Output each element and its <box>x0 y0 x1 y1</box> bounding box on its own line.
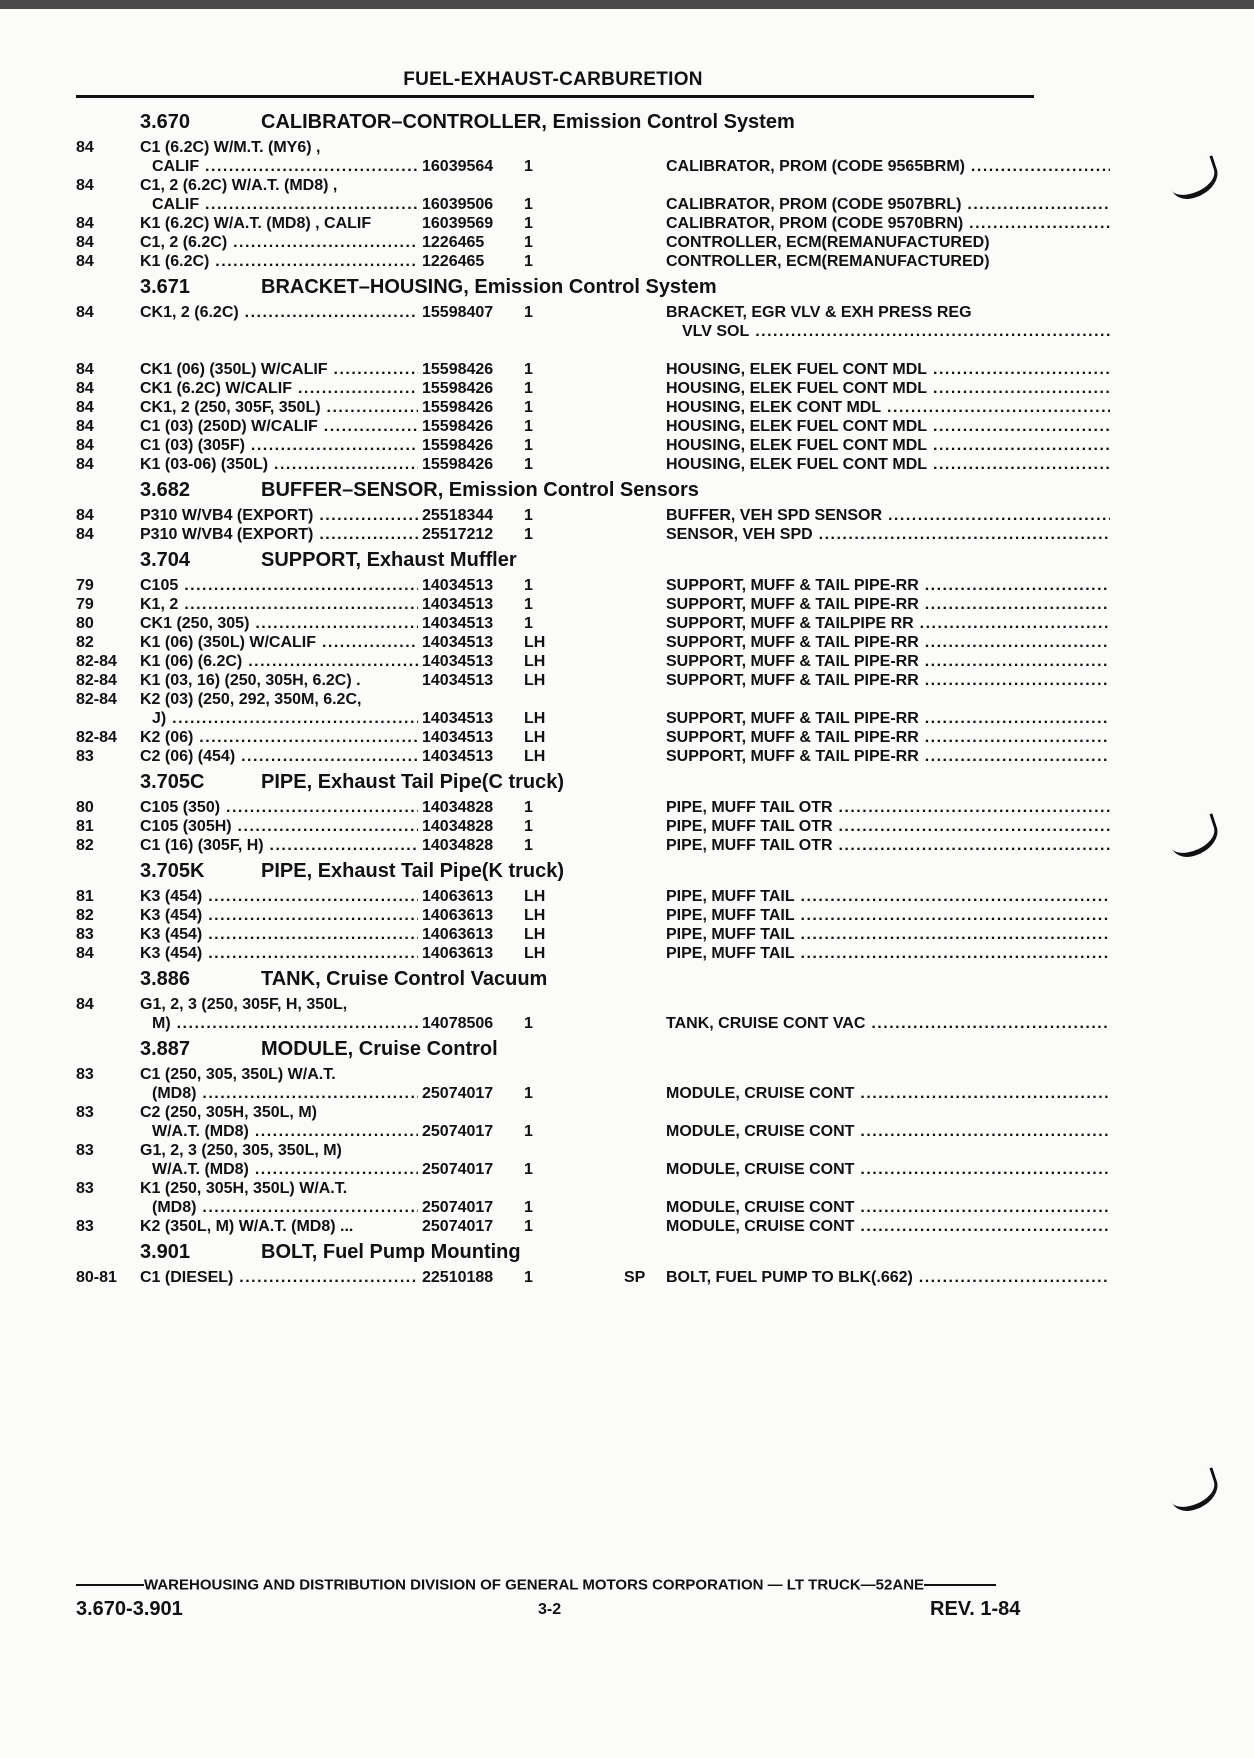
part-description: SUPPORT, MUFF & TAIL PIPE-RR ..... <box>666 671 1110 690</box>
quantity: 1 <box>524 196 533 213</box>
quantity: 1 <box>524 1199 533 1216</box>
model-application: M) ..... <box>152 1014 480 1033</box>
quantity: LH <box>524 653 546 670</box>
part-description: PIPE, MUFF TAIL OTR ..... <box>666 798 1110 817</box>
part-row <box>76 436 1036 455</box>
quantity: 1 <box>524 1085 533 1102</box>
model-application: CK1, 2 (250, 305F, 350L) ..... <box>140 398 480 417</box>
part-row <box>76 303 1036 322</box>
model-year: 84 <box>76 507 94 524</box>
section-title: BOLT, Fuel Pump Mounting <box>261 1241 521 1263</box>
part-row <box>76 1122 1036 1141</box>
part-description: HOUSING, ELEK FUEL CONT MDL ..... <box>666 417 1110 436</box>
page-title: FUEL-EXHAUST-CARBURETION <box>403 69 703 90</box>
part-description: PIPE, MUFF TAIL OTR ..... <box>666 836 1110 855</box>
section-code: 3.682 <box>140 479 191 501</box>
part-row <box>76 887 1036 906</box>
part-number: 14034828 <box>418 798 493 817</box>
part-number: 15598407 <box>418 303 493 322</box>
section-title: CALIBRATOR–CONTROLLER, Emission Control System <box>261 111 795 133</box>
section-code: 3.901 <box>140 1241 191 1263</box>
model-application: C1 (03) (305F) ..... <box>140 436 480 455</box>
quantity: LH <box>524 748 546 765</box>
part-row <box>76 506 1036 525</box>
part-row <box>76 690 1036 709</box>
part-row <box>76 525 1036 544</box>
part-description: HOUSING, ELEK FUEL CONT MDL ..... <box>666 455 1110 474</box>
part-row <box>76 1198 1036 1217</box>
part-number: 14034513 <box>418 652 493 671</box>
footer-division-line <box>76 1576 1034 1596</box>
section-title: PIPE, Exhaust Tail Pipe(C truck) <box>261 771 565 793</box>
model-application: C105 (305H) ..... <box>140 817 480 836</box>
model-application: P310 W/VB4 (EXPORT) ..... <box>140 525 480 544</box>
header-rule <box>76 95 1034 98</box>
footer-page-number: 3-2 <box>538 1601 562 1618</box>
model-application: K1 (03-06) (350L) ..... <box>140 455 480 474</box>
part-number: 22510188 <box>418 1268 493 1287</box>
section-header <box>76 766 1036 798</box>
part-row <box>76 1179 1036 1198</box>
model-application: K1 (250, 305H, 350L) W/A.T. <box>140 1180 348 1197</box>
part-row <box>76 214 1036 233</box>
top-edge-rule <box>0 0 1254 9</box>
quantity: 1 <box>524 1015 533 1032</box>
model-application: CK1 (6.2C) W/CALIF ..... <box>140 379 480 398</box>
part-number: 14063613 <box>418 906 493 925</box>
part-number: 14034513 <box>418 671 493 690</box>
section-header <box>76 963 1036 995</box>
section-title: BUFFER–SENSOR, Emission Control Sensors <box>261 479 699 501</box>
part-row <box>76 925 1036 944</box>
part-description: MODULE, CRUISE CONT ..... <box>666 1122 1110 1141</box>
binder-hole-mark-icon <box>1170 1474 1216 1504</box>
part-row <box>76 906 1036 925</box>
part-number: 15598426 <box>418 360 493 379</box>
section-header <box>76 271 1036 303</box>
part-row <box>76 1084 1036 1103</box>
part-number: 14034828 <box>418 836 493 855</box>
part-number: 14063613 <box>418 887 493 906</box>
model-application: W/A.T. (MD8) ..... <box>152 1122 480 1141</box>
model-year: 84 <box>76 361 94 378</box>
part-description: PIPE, MUFF TAIL ..... <box>666 906 1110 925</box>
model-application: K1 (06) (350L) W/CALIF ..... <box>140 633 480 652</box>
model-year: 84 <box>76 253 94 270</box>
model-application: G1, 2, 3 (250, 305F, H, 350L, <box>140 996 348 1013</box>
quantity: 1 <box>524 380 533 397</box>
model-application: W/A.T. (MD8) ..... <box>152 1160 480 1179</box>
model-application: C1, 2 (6.2C) W/A.T. (MD8) , <box>140 177 338 194</box>
quantity: 1 <box>524 158 533 175</box>
part-number: 14063613 <box>418 944 493 963</box>
model-application: K3 (454) ..... <box>140 887 480 906</box>
model-year: 79 <box>76 577 94 594</box>
part-row <box>76 138 1036 157</box>
row-spacer <box>76 341 1036 360</box>
quantity: LH <box>524 634 546 651</box>
part-row <box>76 233 1036 252</box>
parts-catalog-body <box>76 106 1036 1287</box>
model-application: CK1 (250, 305) ..... <box>140 614 480 633</box>
part-row <box>76 1103 1036 1122</box>
quantity: 1 <box>524 253 533 270</box>
part-number: 16039564 <box>418 157 493 176</box>
part-description: HOUSING, ELEK FUEL CONT MDL ..... <box>666 379 1110 398</box>
part-row <box>76 595 1036 614</box>
model-year: 84 <box>76 399 94 416</box>
section-header <box>76 1236 1036 1268</box>
model-application: G1, 2, 3 (250, 305, 350L, M) <box>140 1142 342 1159</box>
quantity: 1 <box>524 799 533 816</box>
quantity: 1 <box>524 215 533 232</box>
model-application: K1 (03, 16) (250, 305H, 6.2C) . <box>140 672 361 689</box>
part-description: PIPE, MUFF TAIL ..... <box>666 887 1110 906</box>
model-year: 82 <box>76 634 94 651</box>
part-number: 15598426 <box>418 398 493 417</box>
part-number: 15598426 <box>418 379 493 398</box>
model-application: K1, 2 ..... <box>140 595 480 614</box>
part-number: 25074017 <box>418 1122 493 1141</box>
model-year: 84 <box>76 456 94 473</box>
model-year: 83 <box>76 926 94 943</box>
model-year: 83 <box>76 1218 94 1235</box>
part-row <box>76 836 1036 855</box>
quantity: LH <box>524 888 546 905</box>
part-description: CONTROLLER, ECM(REMANUFACTURED) <box>666 234 990 251</box>
part-description: CALIBRATOR, PROM (CODE 9565BRM) ..... <box>666 157 1110 176</box>
part-number: 25074017 <box>418 1217 493 1236</box>
quantity: 1 <box>524 577 533 594</box>
model-year: 82-84 <box>76 729 117 746</box>
model-year: 83 <box>76 748 94 765</box>
model-year: 83 <box>76 1142 94 1159</box>
part-number: 14034513 <box>418 576 493 595</box>
quantity: 1 <box>524 1218 533 1235</box>
part-number: 16039506 <box>418 195 493 214</box>
section-code: 3.887 <box>140 1038 191 1060</box>
part-description: BUFFER, VEH SPD SENSOR ..... <box>666 506 1110 525</box>
part-number: 1226465 <box>418 233 484 252</box>
part-number: 15598426 <box>418 436 493 455</box>
model-application: K3 (454) ..... <box>140 925 480 944</box>
model-year: 83 <box>76 1066 94 1083</box>
part-row <box>76 995 1036 1014</box>
part-row <box>76 360 1036 379</box>
model-year: 84 <box>76 437 94 454</box>
part-row <box>76 671 1036 690</box>
footer-division-text: WAREHOUSING AND DISTRIBUTION DIVISION OF GENERAL MOTORS CORPORATION — LT TRUCK—52ANE <box>144 1576 925 1594</box>
quantity: LH <box>524 672 546 689</box>
model-year: 84 <box>76 945 94 962</box>
part-row <box>76 1217 1036 1236</box>
part-description: HOUSING, ELEK FUEL CONT MDL ..... <box>666 436 1110 455</box>
part-row <box>76 1065 1036 1084</box>
model-application: CK1 (06) (350L) W/CALIF ..... <box>140 360 480 379</box>
part-row <box>76 728 1036 747</box>
part-number: 15598426 <box>418 417 493 436</box>
quantity: LH <box>524 710 546 727</box>
part-description: HOUSING, ELEK CONT MDL ..... <box>666 398 1110 417</box>
section-title: SUPPORT, Exhaust Muffler <box>261 549 517 571</box>
part-number: 25074017 <box>418 1084 493 1103</box>
model-year: 82 <box>76 837 94 854</box>
quantity: LH <box>524 729 546 746</box>
part-number: 14034513 <box>418 728 493 747</box>
section-header <box>76 855 1036 887</box>
part-description: CALIBRATOR, PROM (CODE 9507BRL) ..... <box>666 195 1110 214</box>
part-description: MODULE, CRUISE CONT ..... <box>666 1160 1110 1179</box>
part-row <box>76 709 1036 728</box>
part-description: SUPPORT, MUFF & TAIL PIPE-RR ..... <box>666 576 1110 595</box>
quantity: 1 <box>524 456 533 473</box>
model-application: CALIF ..... <box>152 157 480 176</box>
model-year: 82-84 <box>76 672 117 689</box>
part-description: SUPPORT, MUFF & TAIL PIPE-RR ..... <box>666 652 1110 671</box>
part-row <box>76 817 1036 836</box>
quantity: LH <box>524 907 546 924</box>
part-description: CALIBRATOR, PROM (CODE 9570BRN) ..... <box>666 214 1110 233</box>
part-description: PIPE, MUFF TAIL OTR ..... <box>666 817 1110 836</box>
model-application: C105 ..... <box>140 576 480 595</box>
part-row <box>76 614 1036 633</box>
part-row <box>76 322 1036 341</box>
part-description: SUPPORT, MUFF & TAIL PIPE-RR ..... <box>666 728 1110 747</box>
part-description: VLV SOL ..... <box>682 322 1110 341</box>
quantity: 1 <box>524 304 533 321</box>
part-description: SUPPORT, MUFF & TAIL PIPE-RR ..... <box>666 633 1110 652</box>
quantity: 1 <box>524 418 533 435</box>
part-number: 25518344 <box>418 506 493 525</box>
model-year: 80 <box>76 615 94 632</box>
quantity: 1 <box>524 234 533 251</box>
model-year: 84 <box>76 177 94 194</box>
quantity: 1 <box>524 1161 533 1178</box>
model-application: P310 W/VB4 (EXPORT) ..... <box>140 506 480 525</box>
section-code: 3.705K <box>140 860 205 882</box>
part-number: 15598426 <box>418 455 493 474</box>
model-application: K2 (03) (250, 292, 350M, 6.2C, <box>140 691 362 708</box>
section-header <box>76 1033 1036 1065</box>
part-number: 14034513 <box>418 633 493 652</box>
model-application: C1 (03) (250D) W/CALIF ..... <box>140 417 480 436</box>
quantity: 1 <box>524 837 533 854</box>
model-year: 79 <box>76 596 94 613</box>
model-year: 82-84 <box>76 653 117 670</box>
part-number: 1226465 <box>418 252 484 271</box>
model-application: C2 (250, 305H, 350L, M) <box>140 1104 317 1121</box>
model-application: CK1, 2 (6.2C) ..... <box>140 303 480 322</box>
model-application: CALIF ..... <box>152 195 480 214</box>
model-year: 84 <box>76 996 94 1013</box>
part-description: HOUSING, ELEK FUEL CONT MDL ..... <box>666 360 1110 379</box>
part-row <box>76 1014 1036 1033</box>
model-application: C1 (6.2C) W/M.T. (MY6) , <box>140 139 321 156</box>
section-code: 3.704 <box>140 549 191 571</box>
part-row <box>76 252 1036 271</box>
part-row <box>76 176 1036 195</box>
model-year: 83 <box>76 1180 94 1197</box>
part-number: 14034513 <box>418 747 493 766</box>
model-application: K2 (350L, M) W/A.T. (MD8) ... <box>140 1218 354 1235</box>
section-code: 3.670 <box>140 111 191 133</box>
model-year: 80-81 <box>76 1269 117 1286</box>
quantity: 1 <box>524 596 533 613</box>
quantity: LH <box>524 945 546 962</box>
footer-section-range: 3.670-3.901 <box>76 1598 183 1620</box>
quantity: 1 <box>524 361 533 378</box>
quantity: LH <box>524 926 546 943</box>
part-number: 25074017 <box>418 1160 493 1179</box>
part-description: SUPPORT, MUFF & TAIL PIPE-RR ..... <box>666 709 1110 728</box>
section-header <box>76 106 1036 138</box>
service-code: SP <box>624 1269 646 1286</box>
section-title: MODULE, Cruise Control <box>261 1038 498 1060</box>
model-year: 84 <box>76 139 94 156</box>
part-row <box>76 417 1036 436</box>
part-row <box>76 1160 1036 1179</box>
model-year: 84 <box>76 418 94 435</box>
model-application: C1 (250, 305, 350L) W/A.T. <box>140 1066 336 1083</box>
section-header <box>76 544 1036 576</box>
part-number: 25074017 <box>418 1198 493 1217</box>
part-row <box>76 195 1036 214</box>
quantity: 1 <box>524 1123 533 1140</box>
model-application: K1 (6.2C) ..... <box>140 252 480 271</box>
model-year: 82 <box>76 907 94 924</box>
model-application: K3 (454) ..... <box>140 944 480 963</box>
model-application: (MD8) ..... <box>152 1198 480 1217</box>
part-description: SUPPORT, MUFF & TAIL PIPE-RR ..... <box>666 747 1110 766</box>
binder-hole-mark-icon <box>1170 820 1216 850</box>
model-application: C1 (16) (305F, H) ..... <box>140 836 480 855</box>
quantity: 1 <box>524 507 533 524</box>
section-title: BRACKET–HOUSING, Emission Control System <box>261 276 717 298</box>
part-row <box>76 944 1036 963</box>
model-year: 81 <box>76 818 94 835</box>
model-year: 84 <box>76 234 94 251</box>
part-row <box>76 379 1036 398</box>
part-description: SENSOR, VEH SPD ..... <box>666 525 1110 544</box>
part-description: CONTROLLER, ECM(REMANUFACTURED) <box>666 253 990 270</box>
model-application: J) ..... <box>152 709 480 728</box>
quantity: 1 <box>524 437 533 454</box>
part-description: BRACKET, EGR VLV & EXH PRESS REG <box>666 304 972 321</box>
model-year: 84 <box>76 526 94 543</box>
model-year: 83 <box>76 1104 94 1121</box>
part-row <box>76 455 1036 474</box>
part-row <box>76 1268 1036 1287</box>
part-number: 25517212 <box>418 525 493 544</box>
part-number: 14034513 <box>418 595 493 614</box>
part-row <box>76 652 1036 671</box>
part-description: SUPPORT, MUFF & TAILPIPE RR ..... <box>666 614 1110 633</box>
binder-hole-mark-icon <box>1170 162 1216 192</box>
part-row <box>76 633 1036 652</box>
part-row <box>76 398 1036 417</box>
part-description: PIPE, MUFF TAIL ..... <box>666 944 1110 963</box>
part-row <box>76 1141 1036 1160</box>
section-title: TANK, Cruise Control Vacuum <box>261 968 548 990</box>
model-application: (MD8) ..... <box>152 1084 480 1103</box>
section-code: 3.671 <box>140 276 191 298</box>
model-application: K1 (06) (6.2C) ..... <box>140 652 480 671</box>
model-year: 84 <box>76 304 94 321</box>
part-number: 14063613 <box>418 925 493 944</box>
quantity: 1 <box>524 399 533 416</box>
section-code: 3.705C <box>140 771 205 793</box>
model-application: C1 (DIESEL) ..... <box>140 1268 480 1287</box>
quantity: 1 <box>524 615 533 632</box>
model-application: K3 (454) ..... <box>140 906 480 925</box>
model-year: 81 <box>76 888 94 905</box>
model-year: 84 <box>76 215 94 232</box>
part-description: MODULE, CRUISE CONT ..... <box>666 1198 1110 1217</box>
part-row <box>76 747 1036 766</box>
section-title: PIPE, Exhaust Tail Pipe(K truck) <box>261 860 565 882</box>
model-application: C105 (350) ..... <box>140 798 480 817</box>
model-application: K1 (6.2C) W/A.T. (MD8) , CALIF <box>140 215 372 232</box>
part-description: MODULE, CRUISE CONT ..... <box>666 1217 1110 1236</box>
part-number: 16039569 <box>418 214 493 233</box>
section-code: 3.886 <box>140 968 191 990</box>
part-number: 14034513 <box>418 709 493 728</box>
part-description: BOLT, FUEL PUMP TO BLK(.662) ..... <box>666 1268 1110 1287</box>
model-application: C2 (06) (454) ..... <box>140 747 480 766</box>
quantity: 1 <box>524 526 533 543</box>
part-description: MODULE, CRUISE CONT ..... <box>666 1084 1110 1103</box>
part-description: SUPPORT, MUFF & TAIL PIPE-RR ..... <box>666 595 1110 614</box>
part-number: 14034513 <box>418 614 493 633</box>
quantity: 1 <box>524 1269 533 1286</box>
part-description: PIPE, MUFF TAIL ..... <box>666 925 1110 944</box>
part-number: 14034828 <box>418 817 493 836</box>
model-year: 80 <box>76 799 94 816</box>
part-row <box>76 157 1036 176</box>
part-row <box>76 798 1036 817</box>
model-application: C1, 2 (6.2C) ..... <box>140 233 480 252</box>
footer-revision: REV. 1-84 <box>930 1598 1021 1620</box>
part-number: 14078506 <box>418 1014 493 1033</box>
quantity: 1 <box>524 818 533 835</box>
section-header <box>76 474 1036 506</box>
model-year: 84 <box>76 380 94 397</box>
part-row <box>76 576 1036 595</box>
part-description: TANK, CRUISE CONT VAC ..... <box>666 1014 1110 1033</box>
model-year: 82-84 <box>76 691 117 708</box>
model-application: K2 (06) ..... <box>140 728 480 747</box>
